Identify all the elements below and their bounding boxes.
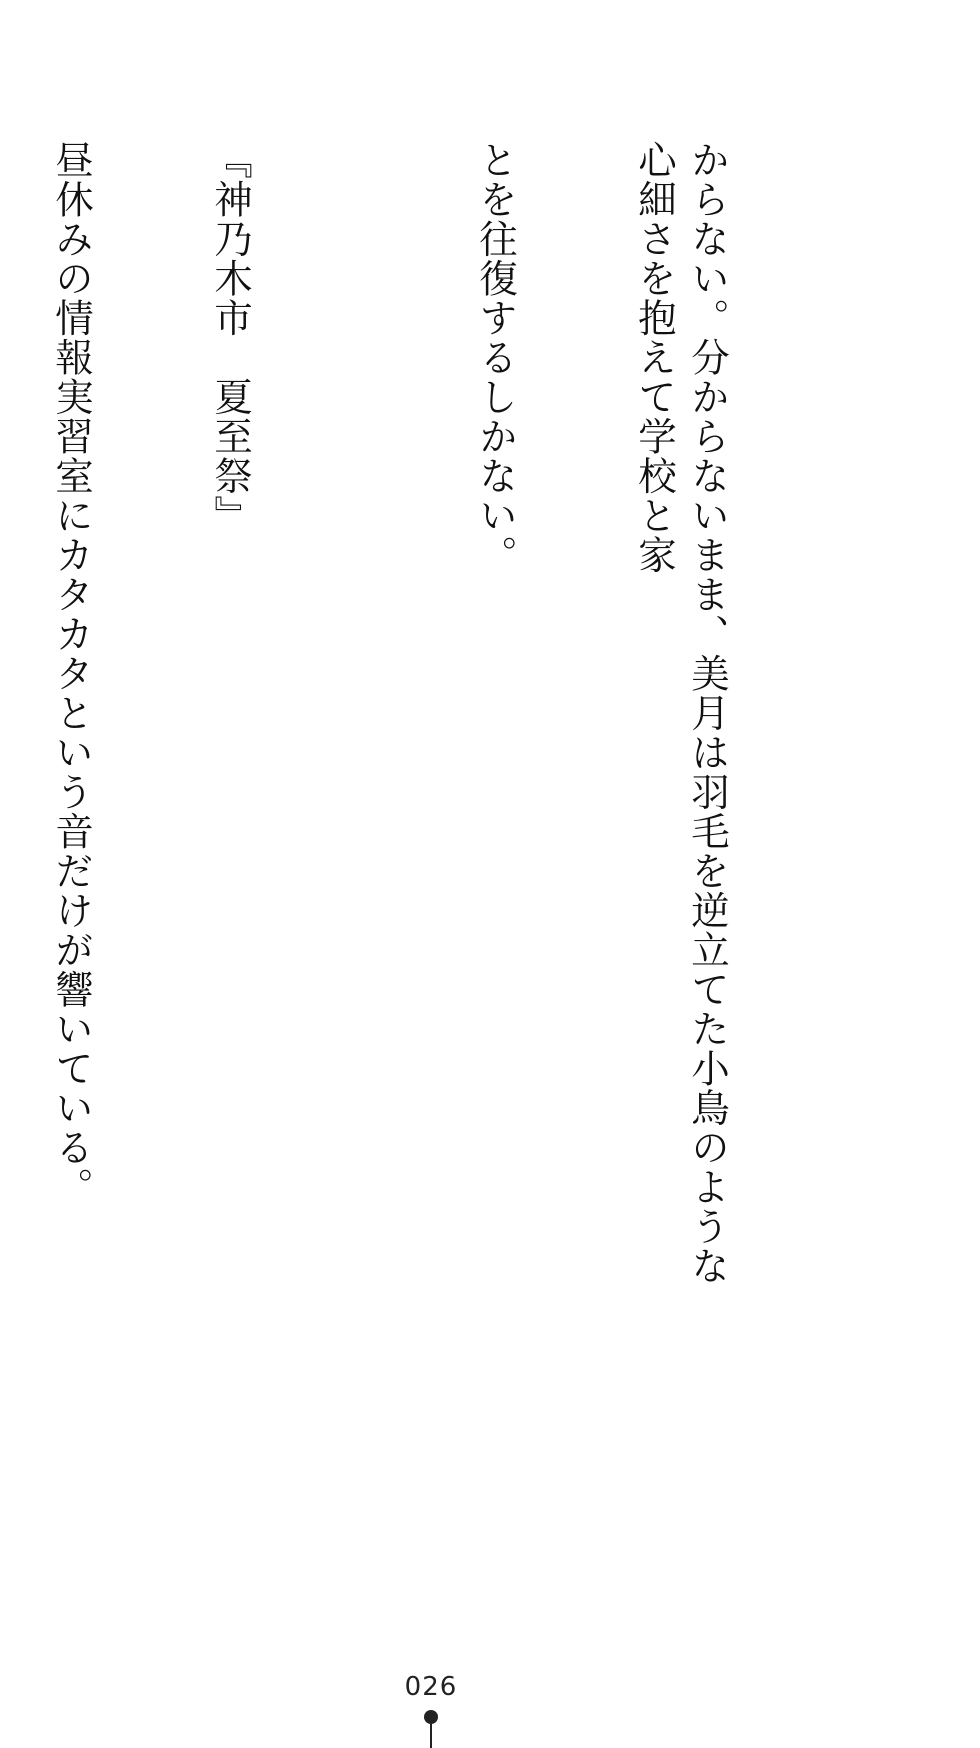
body-text	[49, 140, 840, 1300]
text-line: 『神乃木市 夏至祭』	[208, 140, 253, 535]
text-line: とを往復するしかない。	[473, 140, 518, 575]
text-line: 昼休みの情報実習室にカタカタという音だけが響いている。	[49, 140, 94, 1207]
text-line: からない。分からないまま、美月は羽毛を逆立てた小鳥のような心細さを抱えて学校と家	[632, 140, 730, 1286]
page-number: 026	[404, 1672, 458, 1702]
page-marker-stem	[430, 1722, 432, 1748]
